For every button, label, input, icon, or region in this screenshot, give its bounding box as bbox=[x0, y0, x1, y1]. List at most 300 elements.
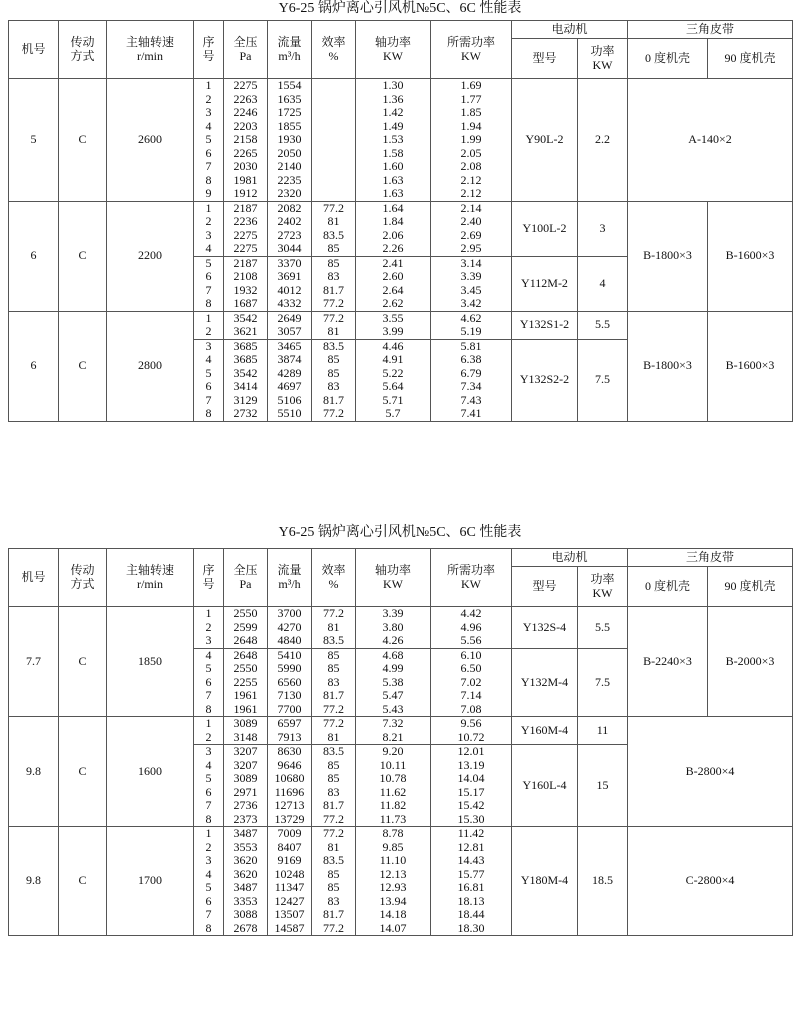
required-power-value: 6.10 bbox=[460, 648, 482, 662]
seq-value: 2 bbox=[205, 324, 212, 338]
flow-value: 3874 bbox=[277, 352, 302, 366]
flow-value: 9646 bbox=[277, 757, 302, 772]
efficiency-value bbox=[312, 187, 355, 201]
pressure-value: 2203 bbox=[233, 118, 258, 133]
header-machine-no: 机号 bbox=[9, 21, 59, 79]
seq-value: 6 bbox=[205, 784, 212, 799]
seq-value: 2 bbox=[205, 839, 212, 854]
drive-cell: C bbox=[59, 717, 107, 827]
shaft-power-value: 13.94 bbox=[379, 893, 407, 908]
header-motor-power: 功率 KW bbox=[578, 567, 628, 607]
flow-value: 10680 bbox=[274, 771, 305, 785]
seq-value: 1 bbox=[205, 311, 212, 325]
header-speed: 主轴转速 r/min bbox=[107, 549, 194, 607]
pressure-value: 3353 bbox=[233, 893, 258, 908]
efficiency-value: 83.5 bbox=[323, 339, 344, 353]
shaft-power-cell bbox=[356, 717, 431, 745]
required-power-cell bbox=[431, 648, 512, 717]
required-power-value: 7.08 bbox=[460, 701, 482, 716]
pressure-cell bbox=[224, 648, 268, 717]
pressure-value: 3207 bbox=[233, 744, 258, 758]
seq-value: 8 bbox=[205, 920, 212, 935]
shaft-power-value: 8.21 bbox=[382, 729, 404, 744]
header-motor-model: 型号 bbox=[512, 567, 578, 607]
belt-cell: B-2800×4 bbox=[628, 717, 793, 827]
pressure-value: 3207 bbox=[233, 757, 258, 772]
header-drive: 传动 方式 bbox=[59, 549, 107, 607]
belt-0-cell: B-1800×3 bbox=[628, 201, 708, 311]
seq-value: 6 bbox=[205, 379, 212, 393]
required-power-value: 16.81 bbox=[457, 880, 485, 894]
header-belt-0: 0 度机壳 bbox=[628, 39, 708, 79]
shaft-power-value: 2.62 bbox=[382, 296, 404, 310]
pressure-value: 3487 bbox=[233, 826, 258, 840]
seq-cell bbox=[194, 745, 224, 827]
efficiency-value bbox=[312, 147, 355, 161]
speed-cell: 1700 bbox=[107, 827, 194, 936]
shaft-power-value: 1.49 bbox=[382, 118, 404, 133]
flow-cell bbox=[268, 311, 312, 339]
efficiency-value: 81.7 bbox=[323, 392, 344, 407]
seq-value: 5 bbox=[205, 132, 212, 146]
motor-model-cell: Y160L-4 bbox=[512, 745, 578, 827]
required-power-value: 3.39 bbox=[460, 269, 482, 283]
seq-value: 7 bbox=[205, 798, 212, 812]
shaft-power-cell bbox=[356, 827, 431, 936]
shaft-power-value: 2.26 bbox=[382, 241, 404, 255]
efficiency-value: 77.2 bbox=[323, 296, 344, 310]
pressure-value: 2550 bbox=[233, 606, 258, 620]
efficiency-value: 77.2 bbox=[323, 826, 344, 840]
efficiency-value bbox=[312, 79, 355, 93]
motor-model-cell: Y132S1-2 bbox=[512, 311, 578, 339]
seq-cell bbox=[194, 717, 224, 745]
required-power-value: 13.19 bbox=[457, 757, 485, 772]
shaft-power-value: 1.63 bbox=[382, 186, 404, 200]
efficiency-cell bbox=[312, 201, 356, 256]
header-belt-90: 90 度机壳 bbox=[708, 567, 793, 607]
motor-power-cell: 3 bbox=[578, 201, 628, 256]
header-speed: 主轴转速 r/min bbox=[107, 21, 194, 79]
required-power-value: 4.42 bbox=[460, 606, 482, 620]
drive-cell: C bbox=[59, 201, 107, 311]
required-power-value: 7.34 bbox=[460, 379, 482, 393]
belt-90-cell: B-2000×3 bbox=[708, 607, 793, 717]
pressure-cell bbox=[224, 339, 268, 421]
table1-body bbox=[9, 21, 793, 422]
header-motor: 电动机 bbox=[512, 549, 628, 567]
seq-value: 8 bbox=[205, 296, 212, 310]
seq-value: 6 bbox=[205, 893, 212, 908]
required-power-value: 1.77 bbox=[460, 91, 482, 106]
header-machine-no: 机号 bbox=[9, 549, 59, 607]
shaft-power-value: 11.82 bbox=[379, 798, 407, 812]
required-power-value: 15.77 bbox=[457, 866, 485, 881]
belt-0-cell: B-2240×3 bbox=[628, 607, 708, 717]
motor-power-cell: 7.5 bbox=[578, 648, 628, 717]
efficiency-value: 77.2 bbox=[323, 311, 344, 325]
flow-cell bbox=[268, 256, 312, 311]
seq-value: 3 bbox=[205, 633, 212, 647]
machine-no-cell: 6 bbox=[9, 311, 59, 421]
shaft-power-value: 11.73 bbox=[379, 811, 407, 826]
seq-value: 5 bbox=[205, 256, 212, 270]
flow-value: 6597 bbox=[277, 716, 302, 730]
pressure-value: 2030 bbox=[233, 159, 258, 173]
shaft-power-value: 5.22 bbox=[382, 365, 404, 380]
flow-value: 2320 bbox=[277, 186, 302, 200]
flow-value: 13729 bbox=[274, 811, 305, 826]
efficiency-value: 83 bbox=[327, 269, 340, 283]
seq-value: 4 bbox=[205, 866, 212, 881]
efficiency-value: 85 bbox=[327, 241, 340, 255]
motor-model-cell: Y132M-4 bbox=[512, 648, 578, 717]
efficiency-value: 85 bbox=[327, 648, 340, 662]
shaft-power-cell bbox=[356, 648, 431, 717]
efficiency-value bbox=[312, 160, 355, 174]
seq-value: 4 bbox=[205, 118, 212, 133]
seq-value: 9 bbox=[205, 186, 212, 200]
pressure-value: 2971 bbox=[233, 784, 258, 799]
seq-value: 3 bbox=[205, 339, 212, 353]
flow-value: 2649 bbox=[277, 311, 302, 325]
flow-value: 2235 bbox=[277, 172, 302, 187]
efficiency-value bbox=[312, 120, 355, 134]
header-motor-model: 型号 bbox=[512, 39, 578, 79]
seq-value: 2 bbox=[205, 91, 212, 106]
shaft-power-value: 4.26 bbox=[382, 633, 404, 647]
efficiency-value: 81 bbox=[327, 619, 340, 634]
pressure-cell bbox=[224, 311, 268, 339]
speed-cell: 1600 bbox=[107, 717, 194, 827]
header-motor-power: 功率 KW bbox=[578, 39, 628, 79]
pressure-cell bbox=[224, 607, 268, 649]
belt-cell: A-140×2 bbox=[628, 79, 793, 202]
efficiency-value: 77.2 bbox=[323, 920, 344, 935]
shaft-power-value: 11.62 bbox=[379, 784, 407, 799]
efficiency-value: 83.5 bbox=[323, 227, 344, 242]
efficiency-value: 77.2 bbox=[323, 606, 344, 620]
required-power-value: 2.69 bbox=[460, 227, 482, 242]
pressure-value: 3685 bbox=[233, 352, 258, 366]
motor-power-cell: 7.5 bbox=[578, 339, 628, 421]
pressure-cell bbox=[224, 827, 268, 936]
seq-value: 2 bbox=[205, 214, 212, 228]
flow-value: 7913 bbox=[277, 729, 302, 744]
flow-value: 7130 bbox=[277, 688, 302, 702]
motor-power-cell: 18.5 bbox=[578, 827, 628, 936]
efficiency-cell bbox=[312, 79, 356, 202]
pressure-value: 1687 bbox=[233, 296, 258, 310]
flow-value: 1725 bbox=[277, 105, 302, 119]
seq-value: 3 bbox=[205, 744, 212, 758]
seq-cell bbox=[194, 79, 224, 202]
pressure-cell bbox=[224, 256, 268, 311]
motor-model-cell: Y132S-4 bbox=[512, 607, 578, 649]
flow-value: 3057 bbox=[277, 324, 302, 338]
flow-cell bbox=[268, 717, 312, 745]
pressure-value: 2275 bbox=[233, 241, 258, 255]
header-belt-90: 90 度机壳 bbox=[708, 39, 793, 79]
required-power-cell bbox=[431, 311, 512, 339]
shaft-power-value: 9.20 bbox=[382, 744, 404, 758]
flow-value: 5410 bbox=[277, 648, 302, 662]
pressure-value: 3088 bbox=[233, 907, 258, 921]
required-power-value: 2.05 bbox=[460, 145, 482, 160]
motor-model-cell: Y132S2-2 bbox=[512, 339, 578, 421]
efficiency-value: 83 bbox=[327, 893, 340, 908]
required-power-value: 6.50 bbox=[460, 661, 482, 675]
pressure-value: 3089 bbox=[233, 716, 258, 730]
pressure-value: 3542 bbox=[233, 311, 258, 325]
seq-value: 8 bbox=[205, 406, 212, 420]
table-row-group bbox=[9, 717, 793, 745]
required-power-value: 1.85 bbox=[460, 105, 482, 119]
shaft-power-value: 4.68 bbox=[382, 648, 404, 662]
flow-value: 2402 bbox=[277, 214, 302, 228]
pressure-value: 1912 bbox=[233, 186, 258, 200]
pressure-value: 1961 bbox=[233, 688, 258, 702]
speed-cell: 2600 bbox=[107, 79, 194, 202]
efficiency-value: 77.2 bbox=[323, 201, 344, 215]
shaft-power-value: 1.64 bbox=[382, 201, 404, 215]
shaft-power-value: 2.64 bbox=[382, 282, 404, 297]
shaft-power-value: 4.91 bbox=[382, 352, 404, 366]
flow-value: 9169 bbox=[277, 853, 302, 867]
shaft-power-value: 5.64 bbox=[382, 379, 404, 393]
required-power-value: 18.44 bbox=[457, 907, 485, 921]
table-row-group bbox=[9, 311, 793, 339]
pressure-value: 2373 bbox=[233, 811, 258, 826]
drive-cell: C bbox=[59, 79, 107, 202]
seq-cell bbox=[194, 607, 224, 649]
efficiency-value: 81.7 bbox=[323, 282, 344, 297]
pressure-value: 1961 bbox=[233, 701, 258, 716]
shaft-power-value: 7.32 bbox=[382, 716, 404, 730]
pressure-value: 3685 bbox=[233, 339, 258, 353]
pressure-value: 2275 bbox=[233, 227, 258, 242]
required-power-value: 2.95 bbox=[460, 241, 482, 255]
required-power-value: 15.17 bbox=[457, 784, 485, 799]
shaft-power-value: 2.41 bbox=[382, 256, 404, 270]
efficiency-value: 85 bbox=[327, 880, 340, 894]
efficiency-value: 85 bbox=[327, 661, 340, 675]
pressure-value: 2108 bbox=[233, 269, 258, 283]
flow-value: 3691 bbox=[277, 269, 302, 283]
seq-cell bbox=[194, 648, 224, 717]
flow-value: 11696 bbox=[274, 784, 305, 799]
pressure-value: 2263 bbox=[233, 91, 258, 106]
required-power-value: 3.14 bbox=[460, 256, 482, 270]
pressure-value: 2736 bbox=[233, 798, 258, 812]
seq-value: 1 bbox=[205, 78, 212, 92]
efficiency-cell bbox=[312, 607, 356, 649]
efficiency-value: 83.5 bbox=[323, 853, 344, 867]
pressure-value: 2265 bbox=[233, 145, 258, 160]
required-power-value: 2.12 bbox=[460, 186, 482, 200]
seq-value: 2 bbox=[205, 619, 212, 634]
efficiency-value: 77.2 bbox=[323, 811, 344, 826]
shaft-power-cell bbox=[356, 607, 431, 649]
pressure-cell bbox=[224, 79, 268, 202]
table-row-group bbox=[9, 79, 793, 202]
pressure-value: 2648 bbox=[233, 633, 258, 647]
shaft-power-value: 1.42 bbox=[382, 105, 404, 119]
shaft-power-value: 3.80 bbox=[382, 619, 404, 634]
efficiency-value: 77.2 bbox=[323, 716, 344, 730]
table-row-group bbox=[9, 201, 793, 256]
drive-cell: C bbox=[59, 607, 107, 717]
motor-model-cell: Y160M-4 bbox=[512, 717, 578, 745]
pressure-value: 2550 bbox=[233, 661, 258, 675]
pressure-value: 2732 bbox=[233, 406, 258, 420]
flow-value: 3370 bbox=[277, 256, 302, 270]
seq-value: 7 bbox=[205, 282, 212, 297]
required-power-value: 1.99 bbox=[460, 132, 482, 146]
required-power-cell bbox=[431, 745, 512, 827]
seq-value: 1 bbox=[205, 201, 212, 215]
seq-value: 8 bbox=[205, 172, 212, 187]
header-belt: 三角皮带 bbox=[628, 21, 793, 39]
required-power-value: 2.12 bbox=[460, 172, 482, 187]
required-power-value: 10.72 bbox=[457, 729, 485, 744]
shaft-power-cell bbox=[356, 79, 431, 202]
flow-value: 11347 bbox=[274, 880, 305, 894]
flow-value: 12427 bbox=[274, 893, 305, 908]
performance-table-1 bbox=[8, 20, 793, 422]
required-power-value: 15.30 bbox=[457, 811, 485, 826]
pressure-value: 3089 bbox=[233, 771, 258, 785]
shaft-power-value: 1.53 bbox=[382, 132, 404, 146]
performance-table-2 bbox=[8, 548, 793, 936]
seq-value: 4 bbox=[205, 757, 212, 772]
belt-90-cell: B-1600×3 bbox=[708, 201, 793, 311]
pressure-value: 2678 bbox=[233, 920, 258, 935]
required-power-value: 15.42 bbox=[457, 798, 485, 812]
pressure-value: 3487 bbox=[233, 880, 258, 894]
efficiency-value: 81 bbox=[327, 214, 340, 228]
flow-value: 5990 bbox=[277, 661, 302, 675]
motor-power-cell: 15 bbox=[578, 745, 628, 827]
pressure-value: 2599 bbox=[233, 619, 258, 634]
machine-no-cell: 6 bbox=[9, 201, 59, 311]
efficiency-value: 83.5 bbox=[323, 633, 344, 647]
motor-power-cell: 4 bbox=[578, 256, 628, 311]
machine-no-cell: 9.8 bbox=[9, 717, 59, 827]
required-power-cell bbox=[431, 79, 512, 202]
header-required-power: 所需功率 KW bbox=[431, 549, 512, 607]
flow-value: 6560 bbox=[277, 674, 302, 689]
seq-value: 6 bbox=[205, 674, 212, 689]
required-power-value: 4.62 bbox=[460, 311, 482, 325]
pressure-value: 3620 bbox=[233, 866, 258, 881]
flow-value: 8407 bbox=[277, 839, 302, 854]
header-pressure: 全压 Pa bbox=[224, 549, 268, 607]
flow-value: 1855 bbox=[277, 118, 302, 133]
flow-value: 2723 bbox=[277, 227, 302, 242]
efficiency-value: 81.7 bbox=[323, 907, 344, 921]
shaft-power-value: 1.60 bbox=[382, 159, 404, 173]
required-power-cell bbox=[431, 717, 512, 745]
shaft-power-value: 2.06 bbox=[382, 227, 404, 242]
efficiency-value: 85 bbox=[327, 352, 340, 366]
shaft-power-value: 3.55 bbox=[382, 311, 404, 325]
required-power-cell bbox=[431, 201, 512, 256]
shaft-power-value: 12.13 bbox=[379, 866, 407, 881]
seq-value: 1 bbox=[205, 606, 212, 620]
seq-value: 1 bbox=[205, 716, 212, 730]
efficiency-value: 77.2 bbox=[323, 701, 344, 716]
header-belt: 三角皮带 bbox=[628, 549, 793, 567]
header-flow: 流量 m³/h bbox=[268, 21, 312, 79]
seq-value: 4 bbox=[205, 241, 212, 255]
pressure-value: 3542 bbox=[233, 365, 258, 380]
table1-title: Y6-25 锅炉离心引风机№5C、6C 性能表 bbox=[278, 1, 522, 16]
header-flow: 流量 m³/h bbox=[268, 549, 312, 607]
pressure-value: 1932 bbox=[233, 282, 258, 297]
flow-value: 7009 bbox=[277, 826, 302, 840]
flow-cell bbox=[268, 201, 312, 256]
pressure-cell bbox=[224, 745, 268, 827]
flow-value: 5106 bbox=[277, 392, 302, 407]
shaft-power-value: 11.10 bbox=[379, 853, 407, 867]
seq-value: 5 bbox=[205, 365, 212, 380]
shaft-power-value: 14.07 bbox=[379, 920, 407, 935]
efficiency-value bbox=[312, 133, 355, 147]
flow-value: 4012 bbox=[277, 282, 302, 297]
shaft-power-value: 1.36 bbox=[382, 91, 404, 106]
flow-value: 12713 bbox=[274, 798, 305, 812]
required-power-value: 18.13 bbox=[457, 893, 485, 908]
efficiency-value: 81.7 bbox=[323, 688, 344, 702]
seq-value: 5 bbox=[205, 661, 212, 675]
header-required-power: 所需功率 KW bbox=[431, 21, 512, 79]
flow-value: 1554 bbox=[277, 78, 302, 92]
efficiency-value: 85 bbox=[327, 771, 340, 785]
belt-0-cell: B-1800×3 bbox=[628, 311, 708, 421]
seq-value: 7 bbox=[205, 688, 212, 702]
required-power-value: 7.14 bbox=[460, 688, 482, 702]
flow-value: 13507 bbox=[274, 907, 305, 921]
shaft-power-value: 5.47 bbox=[382, 688, 404, 702]
required-power-value: 1.94 bbox=[460, 118, 482, 133]
seq-value: 1 bbox=[205, 826, 212, 840]
pressure-value: 2236 bbox=[233, 214, 258, 228]
flow-value: 5510 bbox=[277, 406, 302, 420]
required-power-cell bbox=[431, 607, 512, 649]
pressure-value: 2187 bbox=[233, 256, 258, 270]
pressure-value: 3553 bbox=[233, 839, 258, 854]
flow-value: 2050 bbox=[277, 145, 302, 160]
flow-value: 4270 bbox=[277, 619, 302, 634]
required-power-value: 7.41 bbox=[460, 406, 482, 420]
required-power-value: 14.43 bbox=[457, 853, 485, 867]
required-power-value: 4.96 bbox=[460, 619, 482, 634]
efficiency-value: 83.5 bbox=[323, 744, 344, 758]
efficiency-value: 77.2 bbox=[323, 406, 344, 420]
shaft-power-value: 12.93 bbox=[379, 880, 407, 894]
motor-model-cell: Y112M-2 bbox=[512, 256, 578, 311]
shaft-power-value: 5.38 bbox=[382, 674, 404, 689]
pressure-value: 3620 bbox=[233, 853, 258, 867]
efficiency-value: 83 bbox=[327, 674, 340, 689]
seq-value: 4 bbox=[205, 352, 212, 366]
required-power-value: 6.79 bbox=[460, 365, 482, 380]
flow-value: 3700 bbox=[277, 606, 302, 620]
shaft-power-cell bbox=[356, 311, 431, 339]
required-power-value: 7.02 bbox=[460, 674, 482, 689]
motor-model-cell: Y100L-2 bbox=[512, 201, 578, 256]
